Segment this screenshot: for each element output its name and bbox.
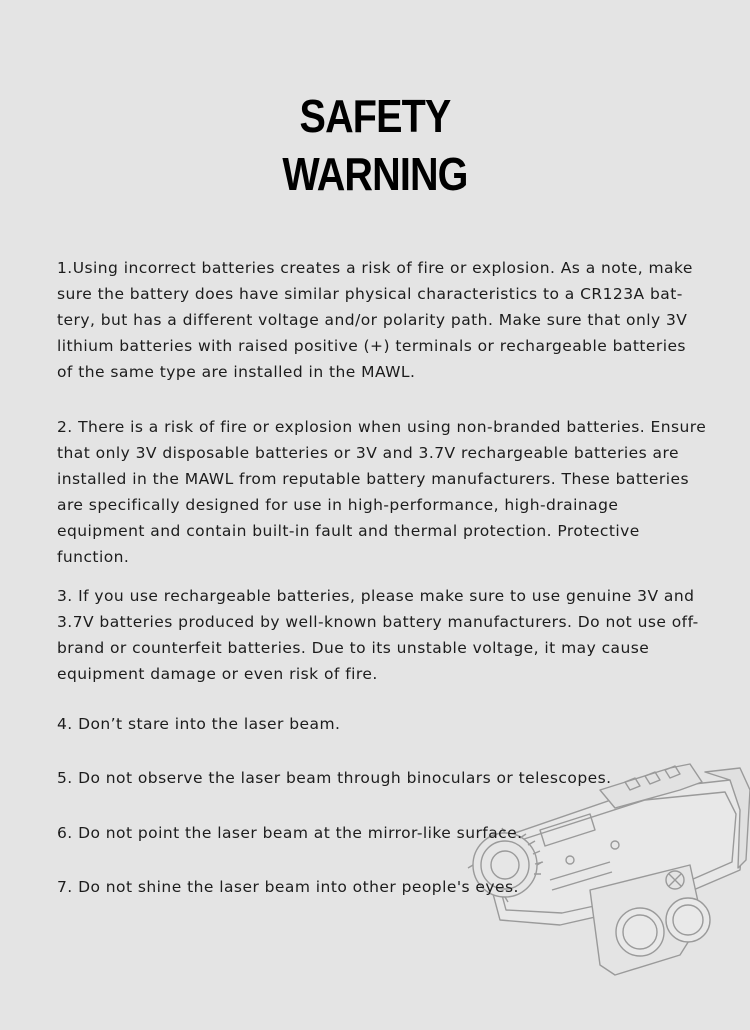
warning-item-4: 4. Don’t stare into the laser beam. — [57, 715, 341, 733]
warning-item-5: 5. Do not observe the laser beam through binoculars or telescopes. — [57, 769, 612, 787]
warning-item-1: 1.Using incorrect batteries creates a risk of fire or explosion. As a note, make sure the battery does have similar physical characteristics to a CR123A bat-tery, but has a different voltage and/or polarity path. Make sure that only 3V lithium batteries with raised positive (+) terminals or rechargeable batteries of the same type are installed in the MAWL. — [57, 259, 693, 381]
warning-item-3: 3. If you use rechargeable batteries, please make sure to use genuine 3V and 3.7V batteries produced by well-known battery manufacturers. Do not use off-brand or counterfeit batteries. Due to its unstable voltage, it may cause equipment damage or even risk of fire. — [57, 587, 699, 683]
title-line-safety: SAFETY — [299, 90, 451, 142]
title-line-warning: WARNING — [282, 148, 468, 200]
warning-item-2: 2. There is a risk of fire or explosion when using non-branded batteries. Ensure that only 3V disposable batteries or 3V and 3.7V rechargeable batteries are installed in the MAWL from reputable battery manufacturers. These batteries are specifically designed for use in high-performance, high-drainage equipment and contain built-in fault and thermal protection. Protective function. — [57, 418, 707, 566]
warning-item-6: 6. Do not point the laser beam at the mirror-like surface. — [57, 824, 523, 842]
warning-item-7: 7. Do not shine the laser beam into other people's eyes. — [57, 878, 519, 896]
